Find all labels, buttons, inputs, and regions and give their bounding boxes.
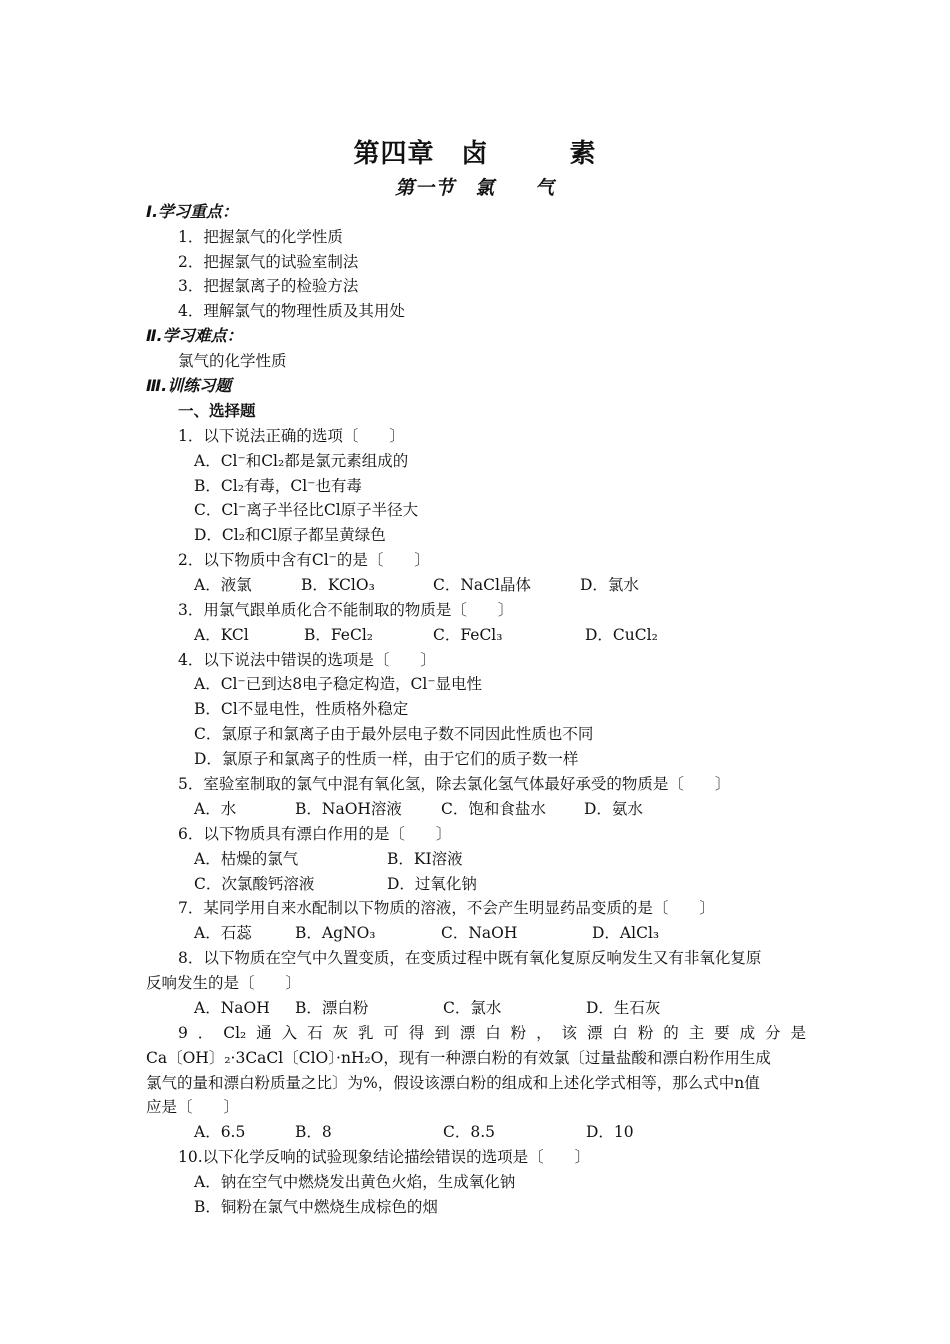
question-7-option-a: A．石蕊 [194, 924, 252, 942]
question-2-option-d: D．氯水 [580, 576, 639, 594]
question-9-option-a: A．6.5 [194, 1123, 246, 1141]
question-2-stem: 2．以下物质中含有Cl⁻的是〔 〕 [178, 551, 430, 569]
question-7-option-b: B．AgNO₃ [295, 924, 376, 942]
question-3-option-c: C．FeCl₃ [433, 626, 503, 644]
question-4-option-c: C．氯原子和氯离子由于最外层电子数不同因此性质也不同 [194, 725, 594, 743]
key-point-item: 3．把握氯离子的检验方法 [178, 277, 359, 295]
question-2-option-a: A．液氯 [194, 576, 252, 594]
exercises-subheading: 一、选择题 [178, 402, 256, 420]
section-title: 第一节 氯 气 [394, 177, 555, 199]
question-3-option-d: D．CuCl₂ [585, 626, 658, 644]
question-3-stem: 3．用氯气跟单质化合不能制取的物质是〔 〕 [178, 601, 514, 619]
question-1-option-a: A．Cl⁻和Cl₂都是氯元素组成的 [194, 452, 409, 470]
question-6-option-b: B．KI溶液 [387, 850, 463, 868]
question-8-option-a: A．NaOH [194, 999, 270, 1017]
question-9-option-b: B．8 [295, 1123, 332, 1141]
difficulties-heading: Ⅱ.学习难点： [146, 326, 243, 345]
question-9-stem-cont-3: 应是〔 〕 [146, 1098, 240, 1116]
question-8-stem-cont: 反响发生的是〔 〕 [146, 974, 302, 992]
question-1-option-d: D．Cl₂和Cl原子都呈黄绿色 [194, 526, 386, 544]
exercises-heading: Ⅲ.训练习题 [146, 376, 232, 395]
key-point-item: 1．把握氯气的化学性质 [178, 228, 343, 246]
question-8-option-b: B．漂白粉 [295, 999, 369, 1017]
question-9-option-d: D．10 [586, 1123, 634, 1141]
question-2-option-b: B．KClO₃ [301, 576, 375, 594]
question-6-option-a: A．枯燥的氯气 [194, 850, 299, 868]
question-4-option-a: A．Cl⁻已到达8电子稳定构造，Cl⁻显电性 [194, 675, 483, 693]
question-4-option-b: B．Cl不显电性，性质格外稳定 [194, 700, 409, 718]
question-10-stem: 10.以下化学反响的试验现象结论描绘错误的选项是〔 〕 [178, 1148, 591, 1166]
question-5-option-d: D．氨水 [584, 800, 643, 818]
question-5-option-c: C．饱和食盐水 [441, 800, 546, 818]
question-8-option-d: D．生石灰 [586, 999, 661, 1017]
question-10-option-a: A．钠在空气中燃烧发出黄色火焰，生成氧化钠 [194, 1173, 516, 1191]
question-7-stem: 7．某同学用自来水配制以下物质的溶液，不会产生明显药品变质的是〔 〕 [178, 899, 715, 917]
question-10-option-b: B．铜粉在氯气中燃烧生成棕色的烟 [194, 1198, 438, 1216]
question-5-option-a: A．水 [194, 800, 237, 818]
question-6-option-c: C．次氯酸钙溶液 [194, 875, 315, 893]
question-1-stem: 1．以下说法正确的选项〔 〕 [178, 427, 405, 445]
question-6-stem: 6．以下物质具有漂白作用的是〔 〕 [178, 825, 452, 843]
key-point-item: 4．理解氯气的物理性质及其用处 [178, 302, 405, 320]
key-points-heading: Ⅰ.学习重点： [146, 202, 239, 221]
question-9-stem-cont-1: Ca〔OH〕₂·3CaCl〔ClO〕·nH₂O，现有一种漂白粉的有效氯〔过量盐酸和漂白粉作用生成 [146, 1049, 771, 1067]
question-1-option-c: C．Cl⁻离子半径比Cl原子半径大 [194, 501, 419, 519]
question-2-option-c: C．NaCl晶体 [433, 576, 531, 594]
key-point-item: 2．把握氯气的试验室制法 [178, 253, 359, 271]
question-8-stem: 8．以下物质在空气中久置变质，在变质过程中既有氧化复原反响发生又有非氧化复原 [178, 949, 762, 967]
question-5-stem: 5．室验室制取的氯气中混有氧化氢，除去氯化氢气体最好承受的物质是〔 〕 [178, 775, 731, 793]
question-7-option-c: C．NaOH [441, 924, 518, 942]
question-5-option-b: B．NaOH溶液 [295, 800, 402, 818]
chapter-title: 第四章 卤 素 [353, 139, 597, 169]
question-8-option-c: C．氯水 [443, 999, 502, 1017]
question-9-option-c: C．8.5 [443, 1123, 496, 1141]
question-9-stem: 9．Cl₂通入石灰乳可得到漂白粉，该漂白粉的主要成分是 [178, 1024, 806, 1042]
question-3-option-a: A．KCl [194, 626, 249, 644]
question-4-option-d: D．氯原子和氯离子的性质一样，由于它们的质子数一样 [194, 750, 579, 768]
difficulties-text: 氯气的化学性质 [178, 352, 287, 370]
question-4-stem: 4．以下说法中错误的选项是〔 〕 [178, 651, 436, 669]
question-3-option-b: B．FeCl₂ [304, 626, 374, 644]
question-1-option-b: B．Cl₂有毒，Cl⁻也有毒 [194, 477, 362, 495]
question-6-option-d: D．过氧化钠 [387, 875, 477, 893]
question-7-option-d: D．AlCl₃ [592, 924, 660, 942]
question-9-stem-cont-2: 氯气的量和漂白粉质量之比〕为%，假设该漂白粉的组成和上述化学式相等，那么式中n值 [146, 1074, 760, 1092]
